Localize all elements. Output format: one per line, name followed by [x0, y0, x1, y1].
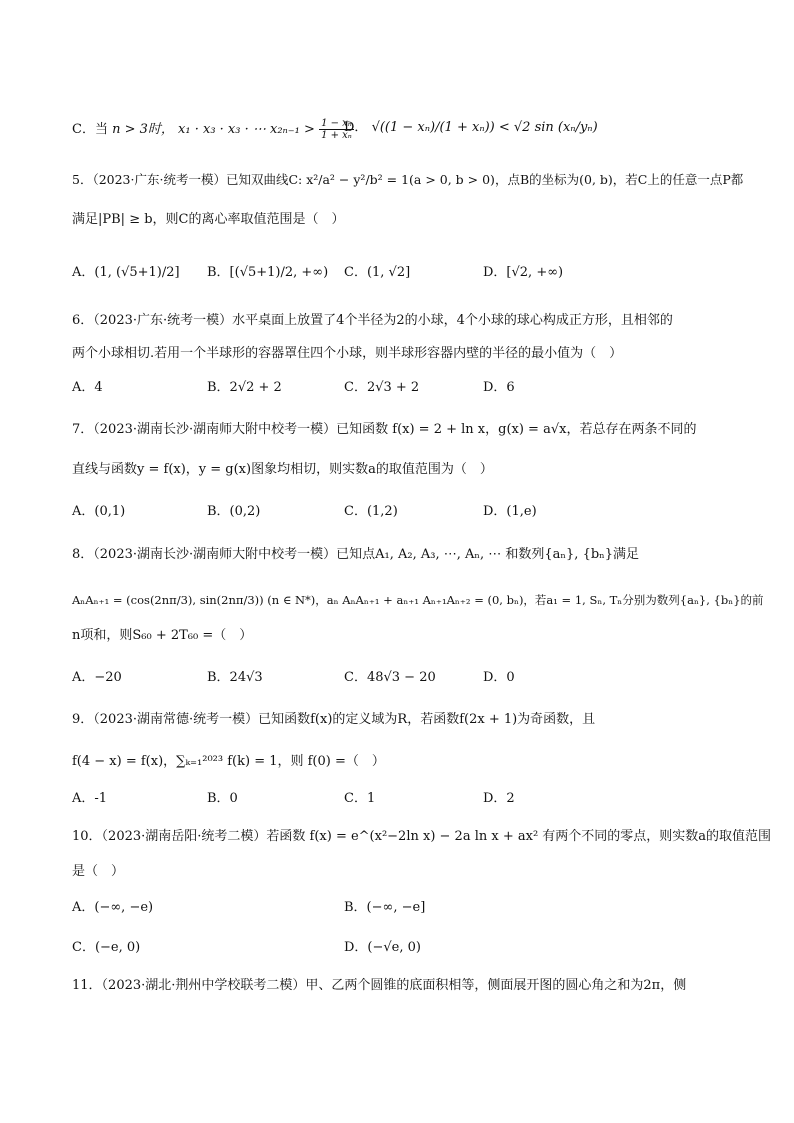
q4-option-c-expr: x₁ · x₃ · x₃ · ⋯ x₂ₙ₋₁ >	[178, 122, 315, 137]
q8-line-2: AₙAₙ₊₁ = (cos(2nπ/3), sin(2nπ/3)) (n ∈ N*)，aₙ AₙAₙ₊₁ + aₙ₊₁ Aₙ₊₁Aₙ₊₂ = (0, bₙ)，若a₁ = 1, Sₙ, Tₙ分别为数列{aₙ}, {bₙ}的前	[72, 593, 764, 607]
q8-option-d: D．0	[483, 670, 515, 685]
q6-option-c: C．2√3 + 2	[344, 380, 420, 395]
q6-line-1: 6．（2023·广东·统考一模）水平桌面上放置了4个半径为2的小球，4个小球的球心构成正方形，且相邻的	[72, 313, 673, 328]
q4-option-c-prefix: C．当	[72, 122, 108, 137]
q10-option-c: C．(−e, 0)	[72, 940, 141, 955]
q7-option-a: A．(0,1)	[72, 504, 126, 519]
q6-option-b: B．2√2 + 2	[207, 380, 282, 395]
q7-line-1: 7．（2023·湖南长沙·湖南师大附中校考一模）已知函数 f(x) = 2 + ln x，g(x) = a√x，若总存在两条不同的	[72, 422, 697, 437]
q4-option-d	[344, 118, 598, 138]
q5-line-2: 满足|PB| ≥ b，则C的离心率取值范围是（ ）	[72, 212, 345, 227]
q10-option-a: A．(−∞, −e)	[72, 900, 154, 915]
q4-option-c-frac-den: 1 + xₙ	[321, 130, 352, 141]
q10-option-d: D．(−√e, 0)	[344, 940, 421, 955]
q10-line-1: 10．（2023·湖南岳阳·统考二模）若函数 f(x) = e^(x²−2ln x) − 2a ln x + ax² 有两个不同的零点，则实数a的取值范围	[72, 829, 772, 844]
q4-option-c-cond: n > 3时，	[112, 122, 174, 137]
q8-line-3: n项和，则S₆₀ + 2T₆₀ =（ ）	[72, 628, 253, 643]
q7-option-d: D．(1,e)	[483, 504, 537, 519]
q7-line-2: 直线与函数y = f(x)，y = g(x)图象均相切，则实数a的取值范围为（ ）	[72, 462, 493, 477]
q9-option-d: D．2	[483, 791, 515, 806]
q7-option-c: C．(1,2)	[344, 504, 398, 519]
q9-option-b: B．0	[207, 791, 238, 806]
q4-option-c-frac-num: 1 − xₙ	[321, 118, 352, 129]
q10-line-2: 是（ ）	[72, 864, 125, 879]
q5-line-1: 5．（2023·广东·统考一模）已知双曲线C: x²/a² − y²/b² = 1(a > 0, b > 0)，点B的坐标为(0, b)，若C上的任意一点P都	[72, 172, 744, 187]
q9-option-a: A．-1	[72, 791, 108, 806]
q9-option-c: C．1	[344, 791, 376, 806]
q8-option-c: C．48√3 − 20	[344, 670, 436, 685]
q11-line-1: 11．（2023·湖北·荆州中学校联考二模）甲、乙两个圆锥的底面积相等，侧面展开图的圆心角之和为2π，侧	[72, 978, 687, 993]
q6-option-d: D．6	[483, 380, 515, 395]
q4-option-d-expr: √((1 − xₙ)/(1 + xₙ)) < √2 sin (xₙ/yₙ)	[371, 120, 598, 135]
q6-line-2: 两个小球相切.若用一个半球形的容器罩住四个小球，则半球形容器内壁的半径的最小值为（ ）	[72, 346, 623, 361]
q5-option-c: C．(1, √2]	[344, 265, 411, 280]
q9-line-1: 9．（2023·湖南常德·统考一模）已知函数f(x)的定义域为R，若函数f(2x + 1)为奇函数，且	[72, 712, 596, 727]
q4-option-c	[72, 118, 354, 141]
q7-option-b: B．(0,2)	[207, 504, 261, 519]
q8-line-1: 8．（2023·湖南长沙·湖南师大附中校考一模）已知点A₁, A₂, A₃, ⋯, Aₙ, ⋯ 和数列{aₙ}, {bₙ}满足	[72, 547, 640, 562]
q6-option-a: A．4	[72, 380, 103, 395]
q5-option-b: B．[(√5+1)/2, +∞)	[207, 265, 329, 280]
q8-option-b: B．24√3	[207, 670, 263, 685]
q8-option-a: A．−20	[72, 670, 122, 685]
q9-line-2: f(4 − x) = f(x)，∑ₖ₌₁²⁰²³ f(k) = 1，则 f(0) =（ ）	[72, 754, 385, 769]
q10-option-b: B．(−∞, −e]	[344, 900, 426, 915]
q5-option-d: D．[√2, +∞)	[483, 265, 564, 280]
q4-option-d-prefix: D．	[344, 120, 368, 135]
q5-option-a: A．(1, (√5+1)/2]	[72, 265, 180, 280]
